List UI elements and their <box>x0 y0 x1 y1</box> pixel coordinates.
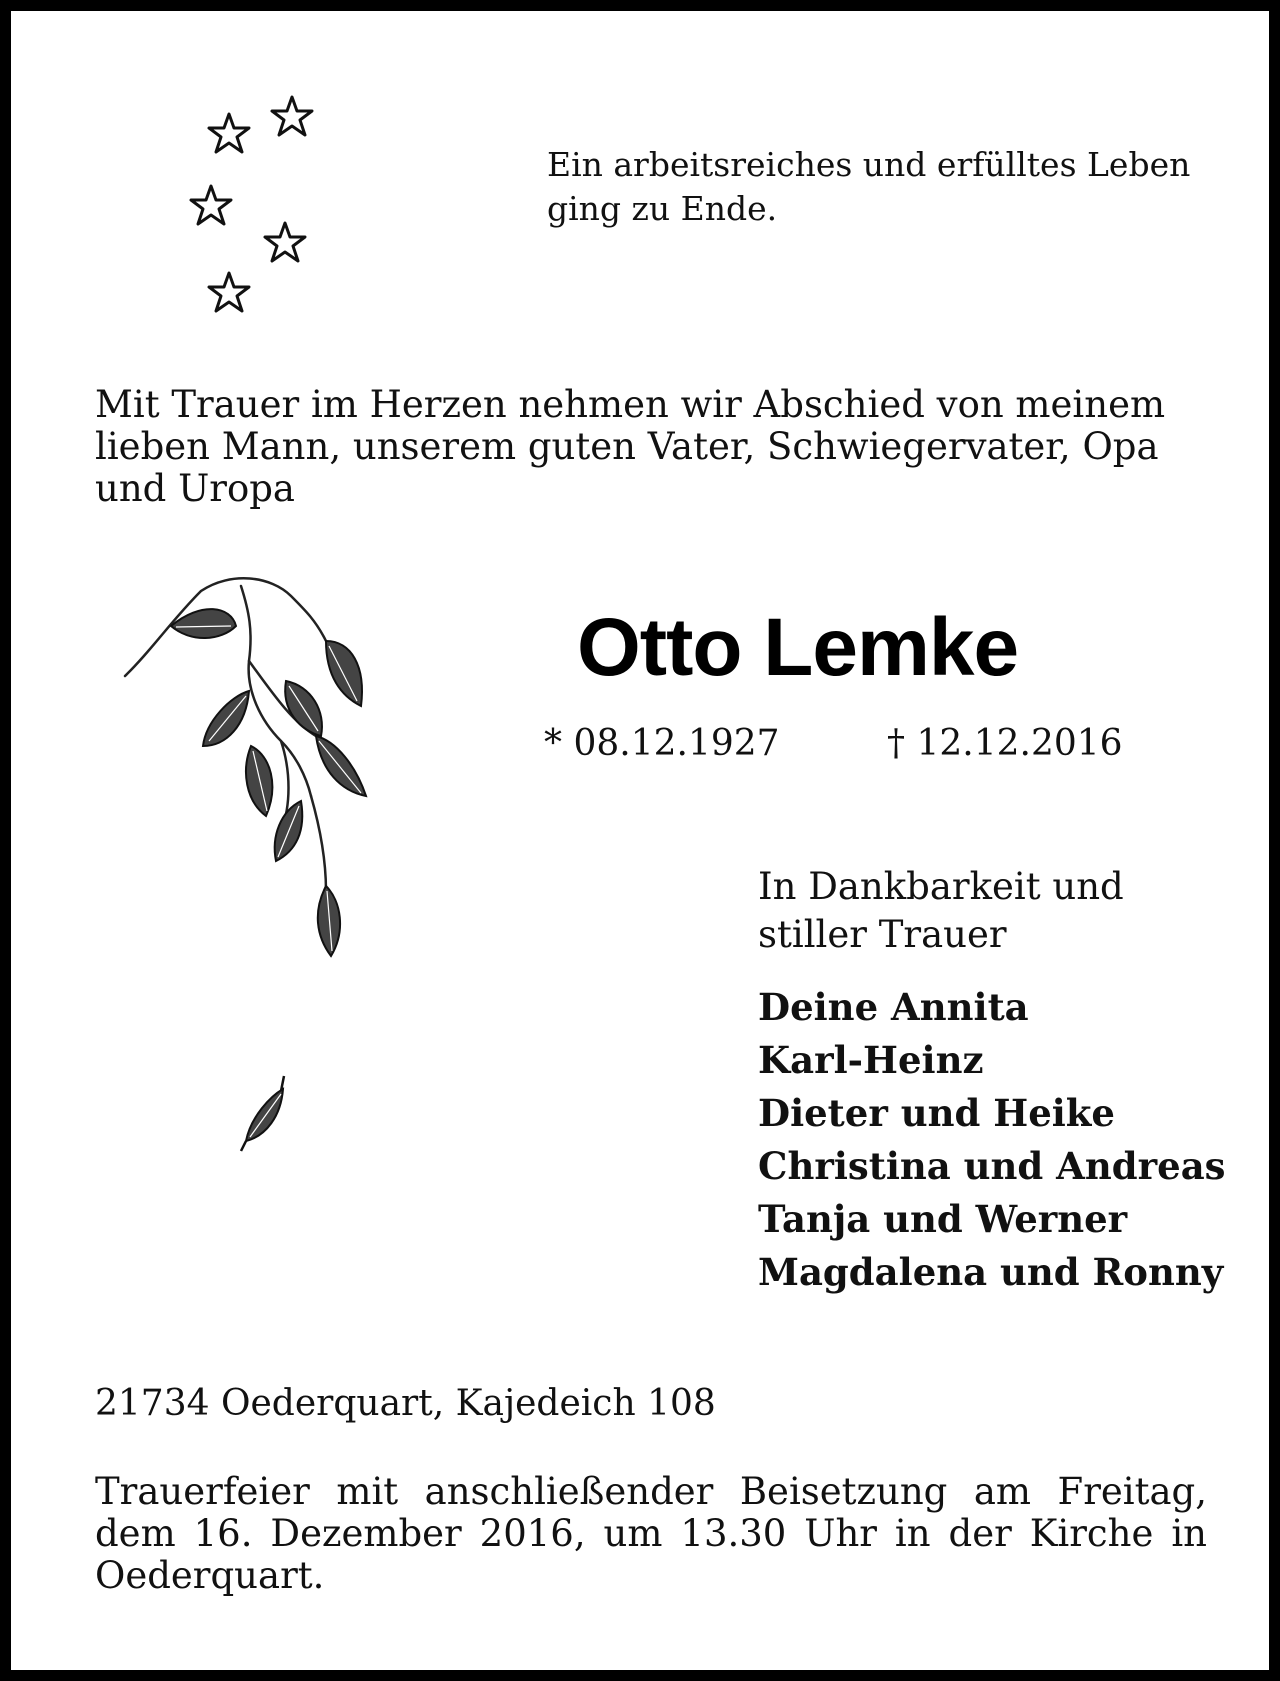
funeral-service-text <box>95 1471 1207 1597</box>
intro-line: Mit Trauer im Herzen nehmen wir Abschied von meinem <box>95 383 1166 426</box>
service-line: Oederquart. <box>95 1554 325 1597</box>
quote-line: ging zu Ende. <box>547 189 778 228</box>
thanks-line: stiller Trauer <box>758 913 1007 956</box>
signer: Karl-Heinz <box>758 1038 984 1082</box>
signer: Christina und Andreas <box>758 1144 1226 1188</box>
address: 21734 Oederquart, Kajedeich 108 <box>95 1383 716 1424</box>
service-line: dem 16. Dezember 2016, um 13.30 Uhr in der Kirche in <box>95 1512 1207 1555</box>
stars-icon <box>181 89 331 329</box>
thanks-text <box>758 863 1124 959</box>
deceased-name: Otto Lemke <box>577 602 1019 693</box>
quote-line: Ein arbeitsreiches und erfülltes Leben <box>547 145 1191 184</box>
signer: Deine Annita <box>758 985 1029 1029</box>
signers-list <box>758 981 1226 1299</box>
death-date: † 12.12.2016 <box>887 723 1123 764</box>
birth-date: * 08.12.1927 <box>544 723 780 764</box>
signer: Dieter und Heike <box>758 1091 1115 1135</box>
closing-quote <box>547 143 1247 231</box>
thanks-line: In Dankbarkeit und <box>758 865 1124 908</box>
signer: Magdalena und Ronny <box>758 1250 1224 1294</box>
intro-text <box>95 384 1207 510</box>
birch-branch-icon <box>121 571 401 1181</box>
service-line: Trauerfeier mit anschließender Beisetzung am Freitag, <box>95 1470 1207 1513</box>
intro-line: und Uropa <box>95 467 295 510</box>
signer: Tanja und Werner <box>758 1197 1128 1241</box>
intro-line: lieben Mann, unserem guten Vater, Schwiegervater, Opa <box>95 425 1159 468</box>
